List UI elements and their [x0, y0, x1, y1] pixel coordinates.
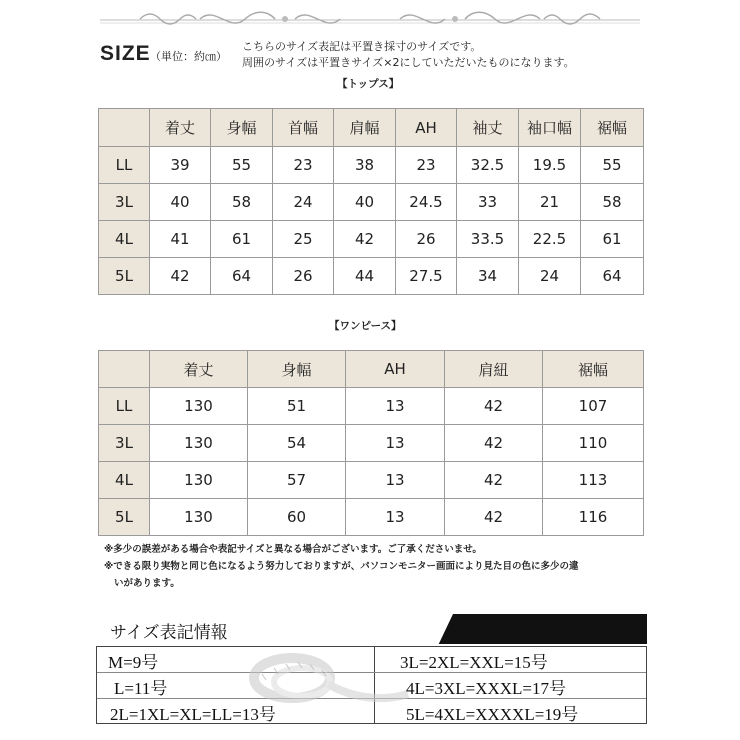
size-equivalence: M=9号	[108, 653, 159, 672]
table-header-row	[99, 351, 644, 388]
table-cell: 116	[543, 499, 644, 536]
table-cell: 27.5	[396, 258, 457, 295]
table-cell: 42	[445, 499, 543, 536]
footnote-error-margin: ※多少の誤差がある場合や表記サイズと異なる場合がございます。ご了承くださいませ。	[104, 544, 482, 555]
table-cell: 130	[150, 499, 248, 536]
table-cell: 110	[543, 425, 644, 462]
table-row	[99, 462, 644, 499]
table-cell: 42	[334, 221, 396, 258]
row-size-label: 4L	[99, 221, 150, 258]
row-size-label: LL	[99, 147, 150, 184]
column-header: 肩幅	[334, 109, 396, 147]
table-cell: 26	[273, 258, 334, 295]
row-size-label: 5L	[99, 499, 150, 536]
table-cell: 60	[248, 499, 346, 536]
table-row	[99, 221, 644, 258]
table-row	[99, 184, 644, 221]
column-header: AH	[346, 351, 445, 388]
size-title: SIZE	[100, 42, 151, 65]
size-equivalence: L=11号	[114, 679, 168, 698]
table-cell: 61	[211, 221, 273, 258]
table-cell: 58	[581, 184, 644, 221]
table-cell: 130	[150, 462, 248, 499]
table-cell: 33.5	[457, 221, 519, 258]
table-row	[99, 388, 644, 425]
table-cell: 130	[150, 388, 248, 425]
table-cell: 55	[581, 147, 644, 184]
table-cell: 21	[519, 184, 581, 221]
table-cell: 113	[543, 462, 644, 499]
column-header: 首幅	[273, 109, 334, 147]
table-cell: 42	[445, 425, 543, 462]
column-header: 裾幅	[581, 109, 644, 147]
table-cell: 23	[273, 147, 334, 184]
table-cell: 55	[211, 147, 273, 184]
column-header: 肩紐	[445, 351, 543, 388]
tops-size-table	[98, 108, 644, 295]
column-header: 袖丈	[457, 109, 519, 147]
table-cell: 19.5	[519, 147, 581, 184]
table-cell: 13	[346, 462, 445, 499]
decorative-ornament	[100, 6, 640, 32]
tops-section-title: 【トップス】	[337, 78, 400, 90]
table-cell: 33	[457, 184, 519, 221]
table-cell: 40	[334, 184, 396, 221]
table-cell: 40	[150, 184, 211, 221]
table-cell: 58	[211, 184, 273, 221]
table-cell: 57	[248, 462, 346, 499]
table-row	[99, 147, 644, 184]
footnote-color-line1: ※できる限り実物と同じ色になるよう努力しておりますが、パソコンモニター画面により見た目の色に多少の違	[104, 561, 579, 572]
table-cell: 22.5	[519, 221, 581, 258]
table-cell: 24	[273, 184, 334, 221]
corner-cell	[99, 351, 150, 388]
table-cell: 64	[211, 258, 273, 295]
table-cell: 61	[581, 221, 644, 258]
column-header: 身幅	[248, 351, 346, 388]
table-cell: 24	[519, 258, 581, 295]
column-header: 身幅	[211, 109, 273, 147]
table-cell: 54	[248, 425, 346, 462]
table-cell: 13	[346, 388, 445, 425]
row-size-label: LL	[99, 388, 150, 425]
table-row	[99, 258, 644, 295]
size-equivalence: 3L=2XL=XXL=15号	[400, 653, 548, 672]
table-header-row	[99, 109, 644, 147]
size-info-title: サイズ表記情報	[110, 623, 228, 642]
table-cell: 32.5	[457, 147, 519, 184]
table-cell: 25	[273, 221, 334, 258]
column-header: 袖口幅	[519, 109, 581, 147]
table-row	[99, 425, 644, 462]
measurement-note-1: こちらのサイズ表記は平置き採寸のサイズです。	[242, 40, 482, 53]
table-cell: 44	[334, 258, 396, 295]
size-equivalence: 4L=3XL=XXXL=17号	[406, 679, 567, 698]
table-cell: 42	[445, 388, 543, 425]
table-cell: 26	[396, 221, 457, 258]
column-header: 裾幅	[543, 351, 644, 388]
table-cell: 107	[543, 388, 644, 425]
footnote-color-line2: いがあります。	[114, 578, 180, 589]
onepiece-size-table	[98, 350, 644, 536]
row-size-label: 4L	[99, 462, 150, 499]
size-equivalence: 2L=1XL=XL=LL=13号	[110, 705, 276, 724]
table-cell: 38	[334, 147, 396, 184]
row-size-label: 3L	[99, 184, 150, 221]
onepiece-section-title: 【ワンピース】	[329, 320, 402, 332]
measurement-note-2: 周囲のサイズは平置きサイズ×2にしていただいたものになります。	[242, 56, 575, 69]
table-cell: 24.5	[396, 184, 457, 221]
table-cell: 23	[396, 147, 457, 184]
table-cell: 130	[150, 425, 248, 462]
row-size-label: 3L	[99, 425, 150, 462]
table-cell: 64	[581, 258, 644, 295]
table-cell: 42	[445, 462, 543, 499]
size-info-banner	[96, 614, 647, 644]
table-cell: 13	[346, 499, 445, 536]
corner-cell	[99, 109, 150, 147]
table-cell: 42	[150, 258, 211, 295]
unit-label: （単位：約㎝）	[150, 50, 227, 63]
column-header: AH	[396, 109, 457, 147]
column-header: 着丈	[150, 351, 248, 388]
table-cell: 34	[457, 258, 519, 295]
table-cell: 41	[150, 221, 211, 258]
column-header: 着丈	[150, 109, 211, 147]
size-equivalence: 5L=4XL=XXXXL=19号	[406, 705, 579, 724]
table-row	[99, 499, 644, 536]
table-cell: 39	[150, 147, 211, 184]
table-cell: 51	[248, 388, 346, 425]
row-size-label: 5L	[99, 258, 150, 295]
table-cell: 13	[346, 425, 445, 462]
